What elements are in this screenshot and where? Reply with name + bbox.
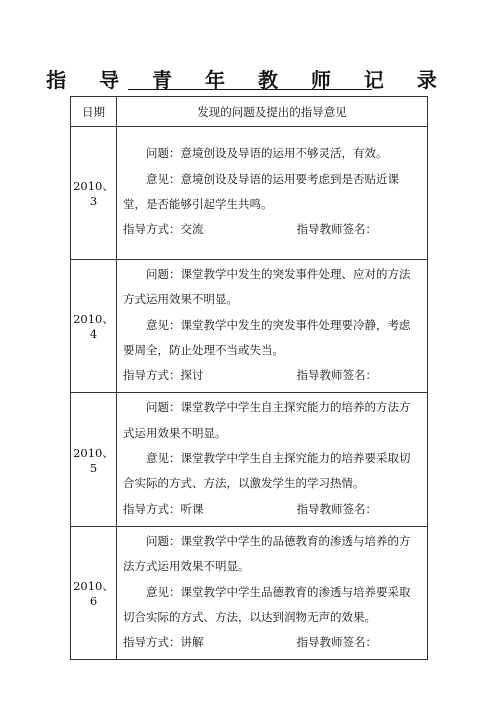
record-date: 2010、5	[71, 393, 117, 526]
record-problem: 问题：意境创设及导语的运用不够灵活，有效。	[146, 146, 388, 161]
record-problem: 问题：课堂教学中学生自主探究能力的培养的方法方式运用效果不明显。	[123, 400, 411, 440]
record-signature-label: 指导教师签名：	[296, 635, 377, 650]
table-row	[71, 127, 428, 260]
title-underline	[128, 89, 372, 90]
record-method-line	[123, 363, 421, 388]
record-method-line	[123, 630, 421, 655]
record-problem: 问题：课堂教学中发生的突发事件处理、应对的方法方式运用效果不明显。	[123, 267, 411, 307]
header-content: 发现的问题及提出的指导意见	[117, 97, 428, 127]
record-date: 2010、4	[71, 260, 117, 393]
record-method: 指导方式：交流	[123, 222, 204, 237]
page-title: 指 导 青 年 教 师 记 录	[46, 68, 450, 92]
record-opinion: 意见：课堂教学中学生自主探究能力的培养要采取切合实际的方式、方法，以激发学生的学习热情。	[123, 451, 411, 491]
record-method-line	[123, 217, 421, 242]
record-opinion: 意见：课堂教学中发生的突发事件处理要冷静，考虑要周全，防止处理不当或失当。	[123, 317, 411, 357]
record-method-line	[123, 497, 421, 522]
header-date: 日期	[71, 97, 117, 127]
record-content	[117, 526, 428, 659]
record-content	[117, 127, 428, 260]
record-content	[117, 393, 428, 526]
record-opinion: 意见：意境创设及导语的运用要考虑到是否贴近课堂，是否能够引起学生共鸣。	[123, 171, 399, 211]
record-method: 指导方式：探讨	[123, 368, 204, 383]
record-method: 指导方式：讲解	[123, 635, 204, 650]
guidance-record-table	[70, 96, 428, 660]
record-signature-label: 指导教师签名：	[296, 222, 377, 237]
record-signature-label: 指导教师签名：	[296, 368, 377, 383]
record-date: 2010、6	[71, 526, 117, 659]
record-opinion: 意见：课堂教学中学生品德教育的渗透与培养要采取切合实际的方式、方法，以达到润物无声的效果。	[123, 584, 411, 624]
table-row	[71, 393, 428, 526]
table-row	[71, 260, 428, 393]
record-signature-label: 指导教师签名：	[296, 501, 377, 516]
table-row	[71, 526, 428, 659]
record-method: 指导方式：听课	[123, 501, 204, 516]
record-date: 2010、3	[71, 127, 117, 260]
record-problem: 问题：课堂教学中学生的品德教育的渗透与培养的方法方式运用效果不明显。	[123, 533, 411, 574]
record-content	[117, 260, 428, 393]
header-row	[71, 97, 428, 127]
